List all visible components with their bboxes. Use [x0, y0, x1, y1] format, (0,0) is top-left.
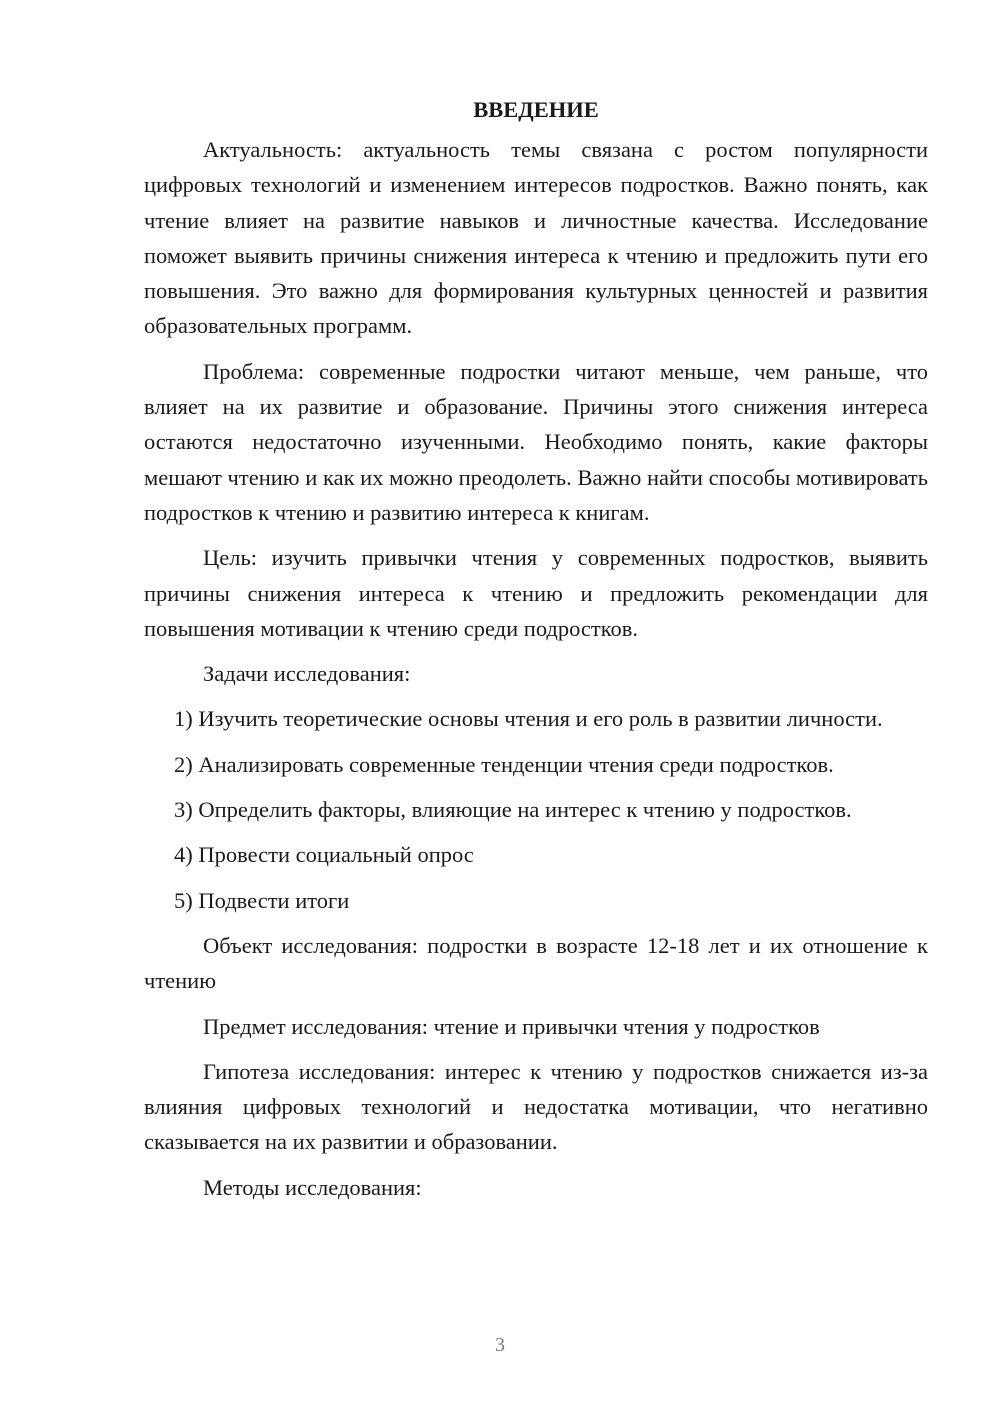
paragraph-problem: Проблема: современные подростки читают меньше, чем раньше, что влияет на их развитие и образование. Причины этого снижения интереса остаются недостаточно изученными. Необходимо понять, какие факторы мешают чтению и как их можно преодолеть. Важно найти способы мотивировать подростков к чтению и развитию интереса к книгам. [144, 358, 928, 525]
section-title: ВВЕДЕНИЕ [473, 97, 599, 122]
paragraph-relevance: Актуальность: актуальность темы связана с ростом популярности цифровых технологий и изменением интересов подростков. Важно понять, как чтение влияет на развитие навыков и личностные качества. Исследование поможет выявить причины снижения интереса к чтению и предложить пути его повышения. Это важно для формирования культурных ценностей и развития образовательных программ. [144, 137, 928, 339]
task-item-1: 1) Изучить теоретические основы чтения и его роль в развитии личности. [174, 706, 883, 732]
task-item-3: 3) Определить факторы, влияющие на интерес к чтению у подростков. [174, 797, 852, 823]
task-item-5: 5) Подвести итоги [174, 887, 350, 913]
paragraph-tasks-heading: Задачи исследования: [203, 661, 411, 687]
paragraph-goal: Цель: изучить привычки чтения у современных подростков, выявить причины снижения интереса к чтению и предложить рекомендации для повышения мотивации к чтению среди подростков. [144, 545, 928, 641]
page-number: 3 [495, 1334, 505, 1356]
paragraph-methods: Методы исследования: [203, 1174, 422, 1200]
paragraph-hypothesis: Гипотеза исследования: интерес к чтению у подростков снижается из-за влияния цифровых технологий и недостатка мотивации, что негативно сказывается на их развитии и образовании. [144, 1058, 928, 1155]
document-page [144, 92, 928, 1215]
paragraph-subject: Предмет исследования: чтение и привычки чтения у подростков [203, 1013, 820, 1039]
task-item-4: 4) Провести социальный опрос [174, 842, 474, 868]
paragraph-object: Объект исследования: подростки в возрасте 12-18 лет и их отношение к чтению [144, 932, 928, 994]
task-item-2: 2) Анализировать современные тенденции чтения среди подростков. [174, 751, 834, 777]
